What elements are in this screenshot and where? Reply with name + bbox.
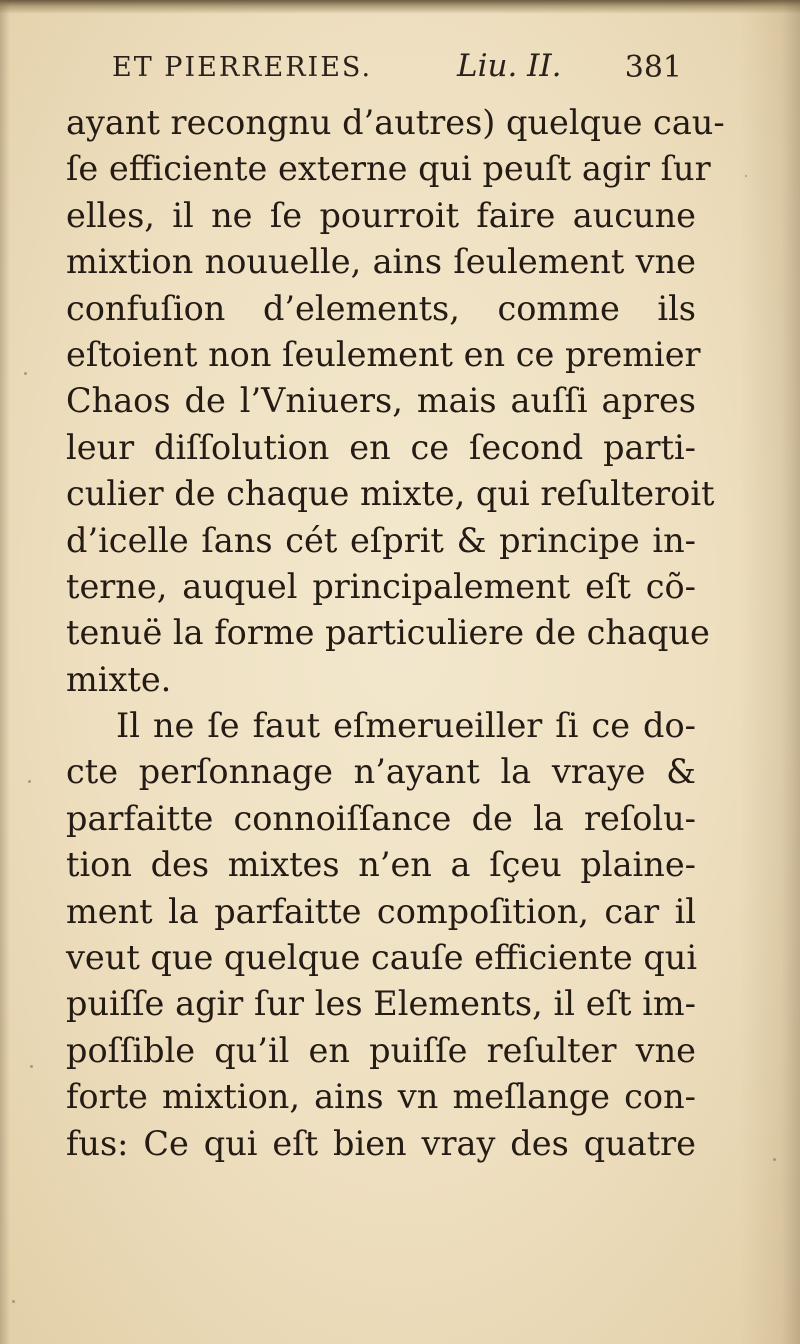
text-line: ſe efficiente externe qui peuſt agir ſur	[66, 149, 711, 189]
text-line: confuſion d’elements, comme ils	[66, 288, 696, 328]
text-line: Chaos de l’Vniuers, mais auſſi apres	[66, 381, 696, 421]
text-line: poſſible qu’il en puiſſe reſulter vne	[66, 1030, 696, 1070]
text-line: ment la parfaitte compoſition, car il	[66, 891, 696, 931]
text-line: elles, il ne ſe pourroit faire aucune	[66, 195, 696, 235]
paragraph-start-line: Il ne ſe faut eſmerueiller ſi ce do-	[116, 706, 696, 746]
text-line: d’icelle ſans cét eſprit & principe in-	[66, 520, 696, 560]
text-line: ayant recongnu d’autres) quelque cau-	[66, 103, 725, 142]
text-line: eſtoient non ſeulement en ce premier	[66, 334, 701, 374]
page-number: 381	[624, 50, 682, 85]
body-text	[66, 100, 725, 1167]
text-line: terne, auquel principalement eſt cõ-	[66, 566, 696, 606]
page-right-edge	[740, 0, 800, 1344]
text-line: forte mixtion, ains vn meſlange con-	[66, 1077, 696, 1117]
text-line: leur diſſolution en ce ſecond parti-	[66, 427, 696, 467]
book-marker: Liu. II.	[457, 48, 562, 84]
running-title: ET PIERRERIES.	[112, 52, 373, 83]
paragraph-end-line: mixte.	[66, 659, 172, 699]
text-line: parfaitte connoiſſance de la reſolu-	[66, 798, 696, 838]
text-line: mixtion nouuelle, ains ſeulement vne	[66, 242, 696, 282]
text-line: culier de chaque mixte, qui reſulteroit	[66, 474, 715, 514]
text-line: puiſſe agir ſur les Elements, il eſt im-	[66, 984, 696, 1024]
page-top-edge	[0, 0, 800, 14]
text-line: tenuë la forme particuliere de chaque	[66, 613, 710, 653]
text-line: tion des mixtes n’en a ſçeu plaine-	[66, 845, 696, 885]
text-line: cte perſonnage n’ayant la vraye &	[66, 752, 696, 792]
gutter-shadow	[0, 0, 10, 1344]
text-line: veut que quelque cauſe efficiente qui	[66, 938, 698, 978]
text-line: fus: Ce qui eſt bien vray des quatre	[66, 1123, 696, 1163]
page-header	[112, 40, 682, 96]
